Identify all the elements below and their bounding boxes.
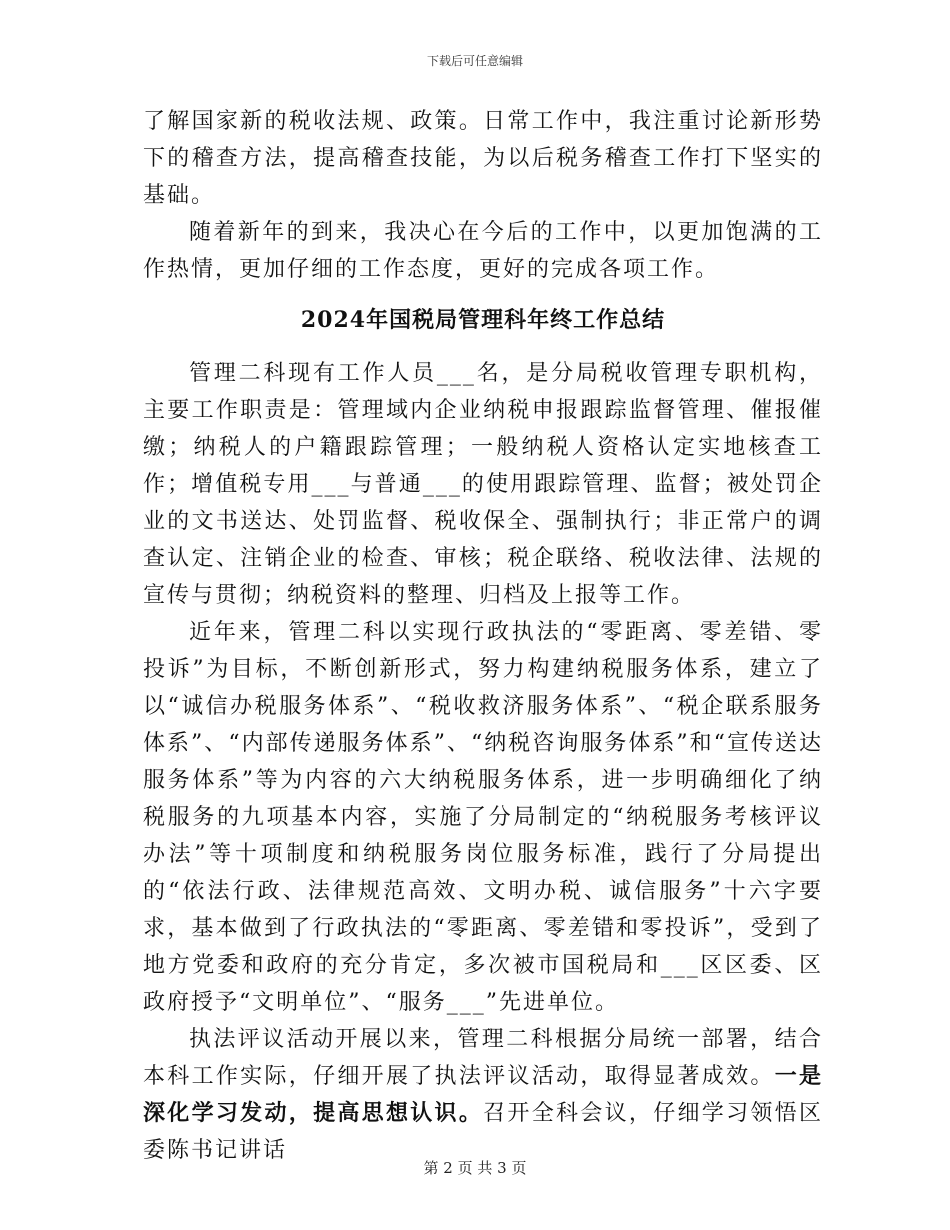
document-body [143, 103, 823, 1169]
review-bold-heading: 一是深化学习发动，提高思想认识。 [143, 1063, 823, 1126]
page-header: 下载后可任意编辑 [426, 54, 523, 68]
paragraph-new-year: 随着新年的到来，我决心在今后的工作中，以更加饱满的工作热情，更加仔细的工作态度，更好的完成各项工作。 [143, 220, 823, 282]
review-text-start: 执法评议活动开展以来，管理二科根据分局统一部署，结合本科工作实际，仔细开展了执法评议活动，取得显著成效。 [143, 1027, 823, 1089]
review-text-end: 召开全科会议，仔细学习领悟区委陈书记讲话 [143, 1101, 823, 1163]
paragraph-duties: 管理二科现有工作人员___名，是分局税收管理专职机构，主要工作职责是：管理域内企业纳税申报跟踪监督管理、催报催缴；纳税人的户籍跟踪管理；一般纳税人资格认定实地核查工作；增值税专用___与普通___的使用跟踪管理、监督；被处罚企业的文书送达、处罚监督、税收保全、强制执行；非正常户的调查认定、注销企业的检查、审核；税企联络、税收法律、法规的宣传与贯彻；纳税资料的整理、归档及上报等工作。 [143, 361, 823, 608]
paragraph-review [143, 1021, 823, 1169]
paragraph-continued: 了解国家新的税收法规、政策。日常工作中，我注重讨论新形势下的稽查方法，提高稽查技能，为以后税务稽查工作打下坚实的基础。 [143, 109, 823, 208]
document-title: 2024年国税局管理科年终工作总结 [300, 307, 666, 333]
paragraph-recent-years: 近年来，管理二科以实现行政执法的“零距离、零差错、零投诉”为目标，不断创新形式，努力构建纳税服务体系，建立了以“诚信办税服务体系”、“税收救济服务体系”、“税企联系服务体系”、“内部传递服务体系”、“纳税咨询服务体系”和“宣传送达服务体系”等为内容的六大纳税服务体系，进一步明确细化了纳税服务的九项基本内容，实施了分局制定的“纳税服务考核评议办法”等十项制度和纳税服务岗位服务标准，践行了分局提出的“依法行政、法律规范高效、文明办税、诚信服务”十六字要求，基本做到了行政执法的“零距离、零差错和零投诉”，受到了地方党委和政府的充分肯定，多次被市国税局和___区区委、区政府授予“文明单位”、“服务___”先进单位。 [143, 620, 823, 1015]
page-footer: 第 2 页 共 3 页 [423, 1159, 527, 1177]
